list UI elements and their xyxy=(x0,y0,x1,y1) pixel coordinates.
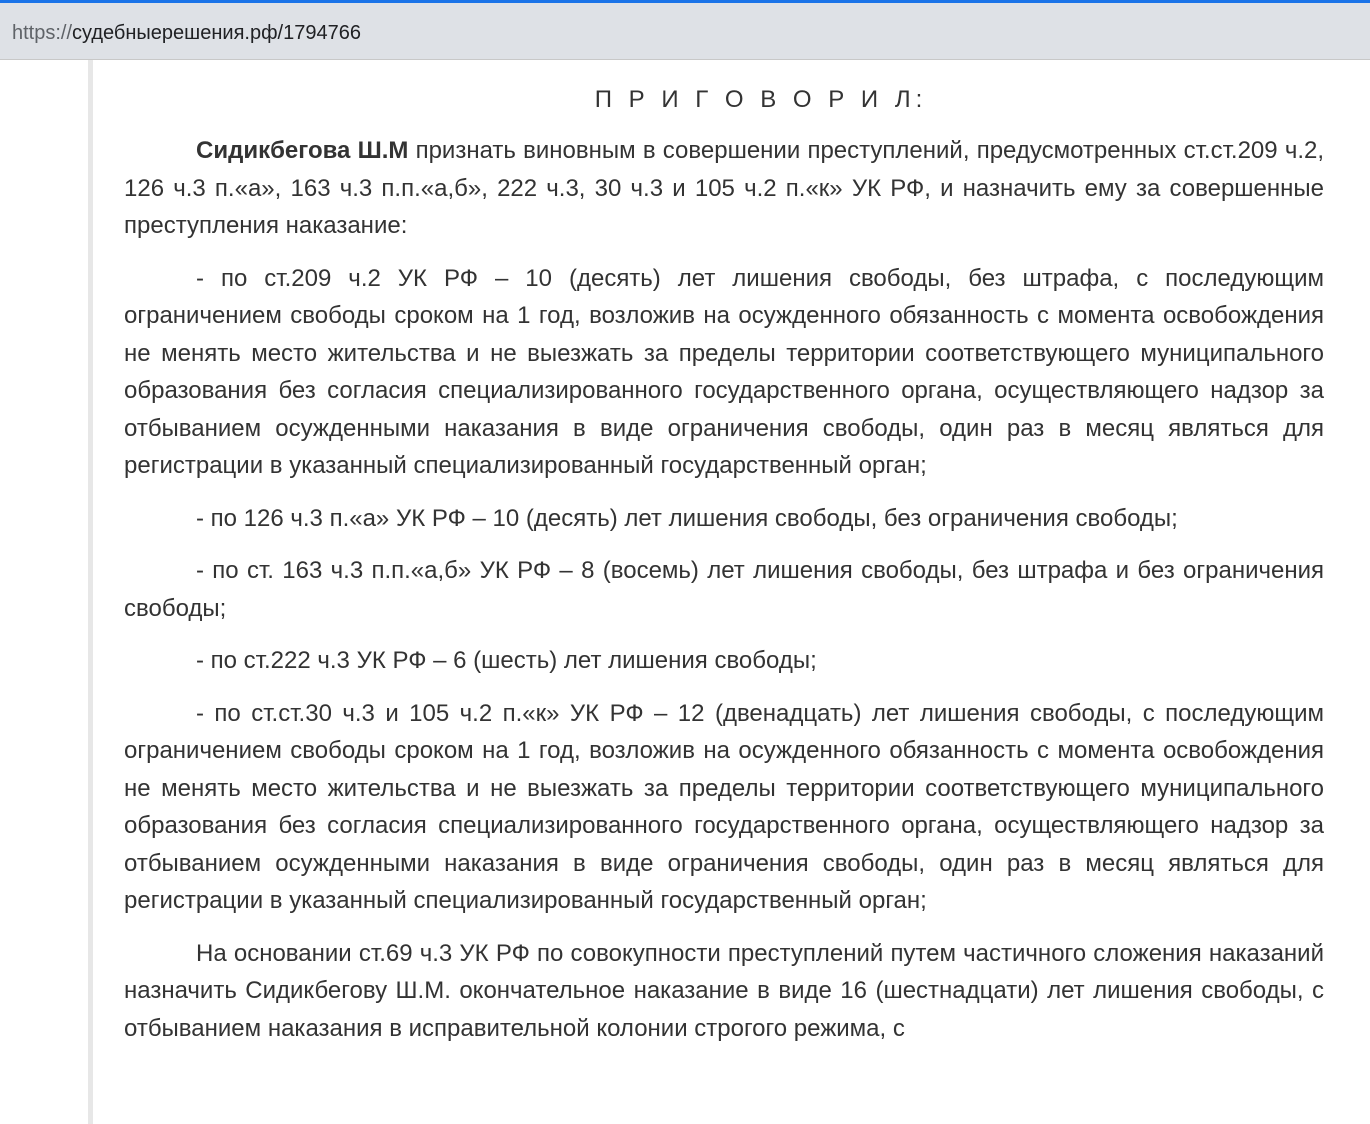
browser-address-bar[interactable] xyxy=(0,3,1370,60)
sentence-item-3: - по ст. 163 ч.3 п.п.«а,б» УК РФ – 8 (восемь) лет лишения свободы, без штрафа и без ограничения свободы; xyxy=(124,557,1324,622)
conclusion-paragraph: На основании ст.69 ч.3 УК РФ по совокупности преступлений путем частичного сложения наказаний назначить Сидикбегову Ш.М. окончательное наказание в виде 16 (шестнадцати) лет лишения свободы, с отбыванием наказания в исправительной колонии строгого режима, с xyxy=(124,939,1324,1042)
sentence-item-1: - по ст.209 ч.2 УК РФ – 10 (десять) лет лишения свободы, без штрафа, с последующим ограничением свободы сроком на 1 год, возложив на осужденного обязанность с момента освобождения не менять место жительства и не выезжать за пределы территории соответствующего муниципального образования без согласия специализированного государственного органа, осуществляющего надзор за отбыванием осужденными наказания в виде ограничения свободы, один раз в месяц являться для регистрации в указанный специализированный государственный орган; xyxy=(124,264,1324,479)
intro-text: признать виновным в совершении преступлений, предусмотренных ст.ст.209 ч.2, 126 ч.3 п.«а», 163 ч.3 п.п.«а,б», 222 ч.3, 30 ч.3 и 105 ч.2 п.«к» УК РФ, и назначить ему за совершенные преступления наказание: xyxy=(124,137,1325,239)
sentence-item-4: - по ст.222 ч.3 УК РФ – 6 (шесть) лет лишения свободы; xyxy=(196,647,817,674)
intro-paragraph xyxy=(124,132,1324,245)
defendant-name: Сидикбегова Ш.М xyxy=(196,137,409,164)
sentence-item-2: - по 126 ч.3 п.«а» УК РФ – 10 (десять) лет лишения свободы, без ограничения свободы; xyxy=(196,504,1178,532)
url-path: судебныерешения.рф/1794766 xyxy=(72,22,361,44)
url-text[interactable] xyxy=(12,21,361,45)
url-scheme: https:// xyxy=(12,22,73,44)
page-content[interactable] xyxy=(0,60,1370,1124)
document-body xyxy=(124,82,1324,1062)
sentence-item-5: - по ст.ст.30 ч.3 и 105 ч.2 п.«к» УК РФ – 12 (двенадцать) лет лишения свободы, с последующим ограничением свободы сроком на 1 год, возложив на осужденного обязанность с момента освобождения не менять место жительства и не выезжать за пределы территории соответствующего муниципального образования без согласия специализированного государственного органа, осуществляющего надзор за отбыванием осужденными наказания в виде ограничения свободы, один раз в месяц являться для регистрации в указанный специализированный государственный орган; xyxy=(124,699,1324,914)
document-left-border xyxy=(88,60,93,1124)
verdict-heading: П Р И Г О В О Р И Л: xyxy=(594,86,928,113)
